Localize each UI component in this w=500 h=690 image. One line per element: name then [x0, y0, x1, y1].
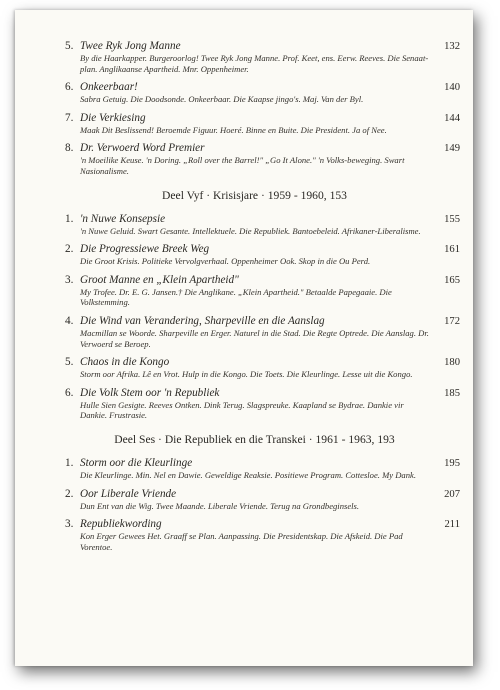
- chapter-number: 2.: [65, 243, 74, 256]
- chapter-number: 5.: [65, 40, 74, 52]
- chapter-number: 6.: [65, 386, 74, 399]
- page-number: 155: [444, 213, 460, 225]
- toc-entry[interactable]: [65, 213, 460, 237]
- toc-entry[interactable]: [65, 457, 460, 481]
- chapter-title: Onkeerbaar!: [80, 81, 138, 94]
- chapter-number: 4.: [65, 314, 74, 327]
- page-number: 144: [444, 112, 460, 124]
- chapter-summary: Macmillan se Woorde. Sharpeville en Erger. Naturel in die Stad. Die Regte Optrede. Die Aanslag. Dr. Verwoerd se Beroep.: [80, 327, 429, 349]
- chapter-summary: My Trofee. Dr. E. G. Jansen.† Die Anglikane. „Klein Apartheid." Betaalde Papegaaie. Die Volkstemming.: [80, 286, 392, 308]
- toc-entry[interactable]: [65, 40, 460, 74]
- book-page: [15, 10, 473, 666]
- chapter-title: Groot Manne en „Klein Apartheid": [80, 273, 239, 286]
- page-number: 207: [444, 488, 460, 500]
- section-heading: Deel Vyf · Krisisjare · 1959 - 1960, 153: [162, 188, 347, 202]
- chapter-number: 8.: [65, 142, 74, 155]
- chapter-title: Die Volk Stem oor 'n Republiek: [80, 386, 220, 399]
- toc-entry[interactable]: [65, 142, 460, 176]
- chapter-title: 'n Nuwe Konsepsie: [80, 212, 166, 225]
- page-number: 140: [444, 82, 460, 94]
- chapter-title: Die Wind van Verandering, Sharpeville en die Aanslag: [80, 314, 325, 327]
- chapter-number: 7.: [65, 111, 74, 124]
- table-of-contents: [65, 40, 460, 559]
- toc-entry[interactable]: [65, 112, 460, 136]
- toc-entry[interactable]: [65, 81, 460, 105]
- chapter-summary: Kon Erger Gewees Het. Graaff se Plan. Aanpassing. Die Presidentskap. Die Afskeid. Die Pad Vorentoe.: [80, 531, 403, 552]
- toc-entry[interactable]: [65, 518, 460, 552]
- chapter-number: 5.: [65, 356, 74, 369]
- page-number: 149: [444, 143, 460, 155]
- page-number: 172: [444, 315, 460, 327]
- chapter-summary: Maak Dit Beslissend! Beroemde Figuur. Hoeré. Binne en Buite. Die President. Ja of Nee.: [80, 124, 387, 135]
- chapter-title: Die Verkiesing: [80, 111, 146, 124]
- chapter-summary: Dun Ent van die Wig. Twee Maande. Liberale Vriende. Terug na Grondbeginsels.: [80, 500, 360, 511]
- chapter-summary: 'n Moeilike Keuse. 'n Doring. „Roll over the Barrel!" „Go It Alone." 'n Volks-beweging. Swart Nasionalisme.: [80, 155, 405, 176]
- chapter-summary: 'n Nuwe Geluid. Swart Gesante. Intellektuele. Die Republiek. Bantoebeleid. Afrikaner-Liberalisme.: [80, 225, 421, 236]
- page-number: 185: [444, 387, 460, 399]
- page-number: 132: [444, 41, 460, 52]
- toc-entry[interactable]: [65, 243, 460, 267]
- page-number: 180: [444, 357, 460, 369]
- chapter-summary: Die Groot Krisis. Politieke Vervolgverhaal. Oppenheimer Ook. Skop in die Ou Perd.: [80, 256, 371, 267]
- chapter-number: 2.: [65, 487, 74, 500]
- chapter-title: Dr. Verwoerd Word Premier: [80, 142, 205, 155]
- chapter-title: Republiekwording: [80, 518, 162, 531]
- toc-entry[interactable]: [65, 356, 460, 380]
- chapter-title: Twee Ryk Jong Manne: [80, 40, 181, 52]
- toc-entry[interactable]: [65, 488, 460, 512]
- chapter-number: 1.: [65, 212, 74, 225]
- chapter-number: 3.: [65, 518, 74, 531]
- chapter-title: Die Progressiewe Breek Weg: [80, 243, 210, 256]
- chapter-summary: By die Haarkapper. Burgeroorlog! Twee Ryk Jong Manne. Prof. Keet, ens. Eerw. Reeves. Die Senaat-plan. Anglikaanse Apartheid. Mnr. Oppenheimer.: [80, 53, 429, 74]
- chapter-summary: Hulle Sien Gesigte. Reeves Ontken. Dink Terug. Slagspreuke. Kaapland se Bydrae. Dankie vir Dankie. Frustrasie.: [80, 399, 404, 421]
- chapter-number: 6.: [65, 81, 74, 94]
- section-heading: Deel Ses · Die Republiek en die Transkei · 1961 - 1963, 193: [114, 432, 395, 446]
- chapter-title: Chaos in die Kongo: [80, 356, 170, 369]
- chapter-summary: Die Kleurlinge. Min. Nel en Dawie. Geweldige Reaksie. Positiewe Program. Cottesloe. My Dank.: [80, 469, 416, 480]
- chapter-number: 3.: [65, 273, 74, 286]
- page-number: 195: [444, 457, 460, 469]
- chapter-title: Oor Liberale Vriende: [80, 487, 177, 500]
- page-number: 211: [444, 519, 460, 531]
- toc-entry[interactable]: [65, 315, 460, 349]
- chapter-number: 1.: [65, 456, 74, 469]
- toc-entry[interactable]: [65, 274, 460, 308]
- chapter-summary: Storm oor Afrika. Lê en Vrot. Hulp in die Kongo. Die Toets. Die Kleurlinge. Lesse uit die Kongo.: [80, 369, 413, 380]
- page-number: 161: [444, 244, 460, 256]
- page-number: 165: [444, 274, 460, 286]
- chapter-title: Storm oor die Kleurlinge: [80, 456, 193, 469]
- toc-entry[interactable]: [65, 387, 460, 421]
- chapter-summary: Sabra Getuig. Die Doodsonde. Onkeerbaar. Die Kaapse jingo's. Maj. Van der Byl.: [80, 94, 364, 105]
